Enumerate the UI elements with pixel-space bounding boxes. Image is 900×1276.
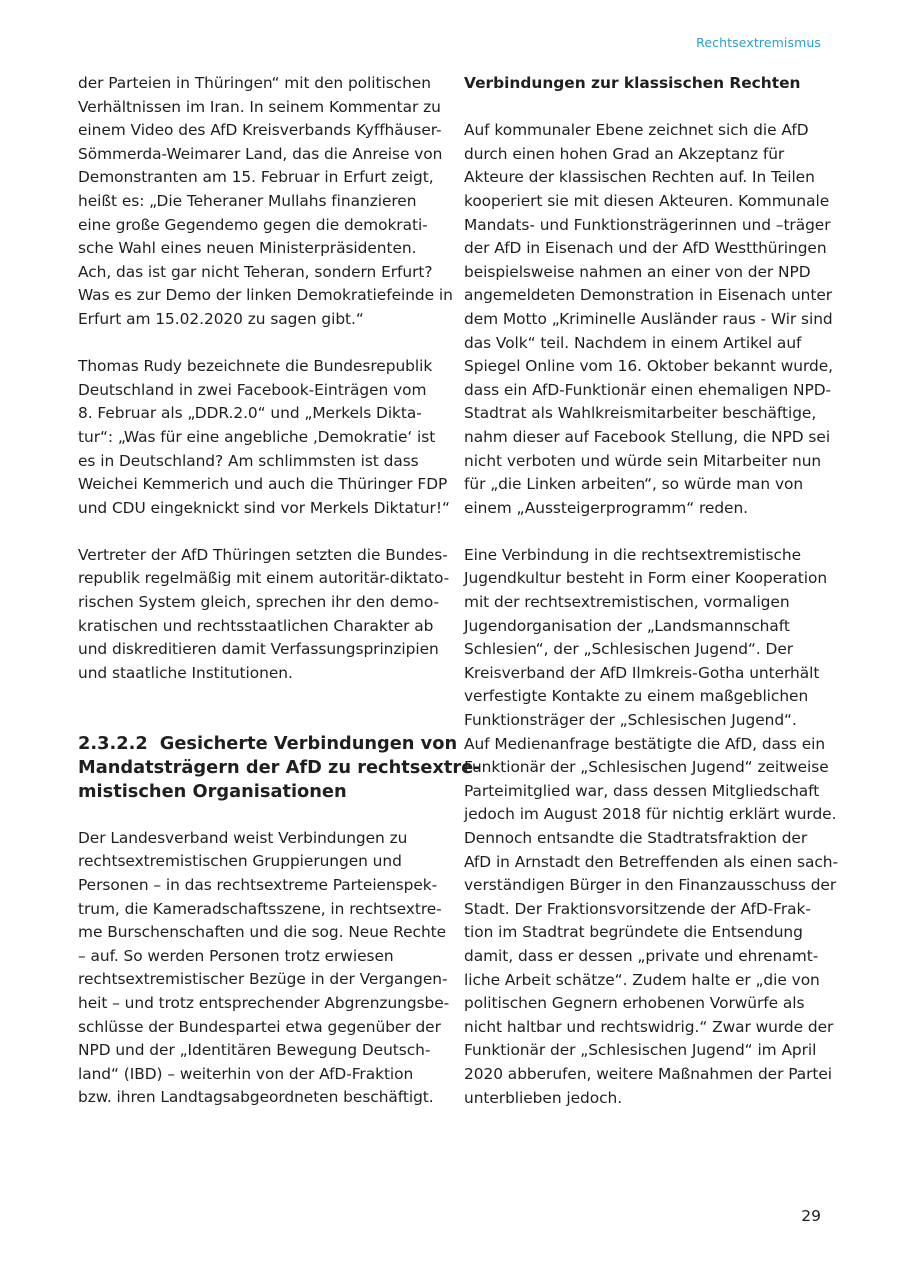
text-line: dem Motto „Kriminelle Ausländer raus - Wir sind (464, 309, 833, 328)
text-line: tur“: „Was für eine angebliche ‚Demokratie‘ ist (78, 427, 436, 446)
text-line: Akteure der klassischen Rechten auf. In Teilen (464, 168, 815, 187)
text-line: dass ein AfD-Funktionär einen ehemaligen NPD- (464, 380, 832, 399)
text-line: kratischen und rechtsstaatlichen Charakter ab (78, 616, 434, 635)
paragraph-authoritarian-equation (78, 544, 450, 686)
text-line: mit der rechtsextremistischen, vormaligen (464, 593, 790, 612)
section-title-line: Mandatsträgern der AfD zu rechtsextre- (78, 757, 481, 779)
text-line: kooperiert sie mit diesen Akteuren. Kommunale (464, 191, 830, 210)
right-column (464, 72, 838, 1110)
text-line: der AfD in Eisenach und der AfD Westthüringen (464, 239, 827, 258)
paragraph-ddr-comparison (78, 355, 450, 520)
text-line: angemeldeten Demonstration in Eisenach unter (464, 286, 833, 305)
text-line: Thomas Rudy bezeichnete die Bundesrepublik (78, 357, 433, 376)
text-line: Auf kommunaler Ebene zeichnet sich die AfD (464, 121, 809, 140)
text-line: beispielsweise nahmen an einer von der NPD (464, 262, 811, 281)
text-line: Deutschland in zwei Facebook-Einträgen vom (78, 380, 427, 399)
text-line: liche Arbeit schätze“. Zudem halte er „die von (464, 970, 820, 989)
text-line: politischen Gegnern erhobenen Vorwürfe als (464, 994, 805, 1013)
text-line: nicht verboten und würde sein Mitarbeiter nun (464, 451, 822, 470)
section-number: 2.3.2.2 (78, 733, 148, 755)
text-line: heit – und trotz entsprechender Abgrenzungsbe- (78, 993, 450, 1012)
text-line: schlüsse der Bundespartei etwa gegenüber der (78, 1017, 441, 1036)
paragraph-iran-comparison (78, 72, 453, 332)
text-line: tion im Stadtrat begründete die Entsendung (464, 923, 803, 942)
text-line: 8. Februar als „DDR.2.0“ und „Merkels Dikta- (78, 404, 422, 423)
text-line: Spiegel Online vom 16. Oktober bekannt wurde, (464, 357, 833, 376)
text-line: Jugendorganisation der „Landsmannschaft (464, 616, 790, 635)
text-line: Eine Verbindung in die rechtsextremistische (464, 545, 801, 564)
text-line: Verhältnissen im Iran. In seinem Kommentar zu (78, 97, 441, 116)
left-column (78, 72, 481, 1110)
paragraph-youth-culture (464, 544, 838, 1110)
text-line: Weichei Kemmerich und auch die Thüringer FDP (78, 475, 448, 494)
page-number: 29 (801, 1207, 821, 1225)
text-line: Vertreter der AfD Thüringen setzten die Bundes- (78, 545, 448, 564)
text-line: eine große Gegendemo gegen die demokrati- (78, 215, 428, 234)
section-heading (78, 732, 481, 803)
section-title-line: Gesicherte Verbindungen von (159, 733, 458, 755)
running-header: Rechtsextremismus (696, 35, 821, 50)
text-line: Funktionsträger der „Schlesischen Jugend“. (464, 711, 797, 730)
text-line: Mandats- und Funktionsträgerinnen und –träger (464, 215, 831, 234)
text-line: AfD in Arnstadt den Betreffenden als einen sach- (464, 852, 838, 871)
text-line: der Parteien in Thüringen“ mit den politischen (78, 74, 431, 92)
text-line: Dennoch entsandte die Stadtratsfraktion der (464, 829, 808, 847)
text-line: Stadtrat als Wahlkreismitarbeiter beschäftige, (464, 404, 817, 423)
text-line: es in Deutschland? Am schlimmsten ist dass (78, 451, 419, 470)
text-line: Demonstranten am 15. Februar in Erfurt zeigt, (78, 168, 434, 187)
text-line: Ach, das ist gar nicht Teheran, sondern Erfurt? (78, 262, 433, 281)
text-line: Erfurt am 15.02.2020 zu sagen gibt.“ (78, 309, 364, 328)
text-line: sche Wahl eines neuen Ministerpräsidenten. (78, 239, 417, 258)
subheading-classical-right: Verbindungen zur klassischen Rechten (464, 74, 801, 92)
text-line: rechtsextremistischen Gruppierungen und (78, 852, 402, 871)
text-line: rechtsextremistischer Bezüge in der Vergangen- (78, 970, 448, 989)
text-line: – auf. So werden Personen trotz erwiesen (78, 946, 394, 965)
text-line: 2020 abberufen, weitere Maßnahmen der Partei (464, 1064, 833, 1083)
text-line: Der Landesverband weist Verbindungen zu (78, 828, 408, 847)
text-line: verständigen Bürger in den Finanzausschuss der (464, 876, 837, 895)
text-line: Schlesien“, der „Schlesischen Jugend“. Der (464, 640, 794, 659)
text-line: damit, dass er dessen „private und ehrenamt- (464, 946, 819, 965)
text-line: Stadt. Der Fraktionsvorsitzende der AfD-Frak- (464, 899, 811, 918)
text-line: und CDU eingeknickt sind vor Merkels Diktatur!“ (78, 498, 450, 517)
text-line: heißt es: „Die Teheraner Mullahs finanzieren (78, 191, 417, 210)
text-line: Funktionär der „Schlesischen Jugend“ im April (464, 1041, 817, 1060)
text-line: und staatliche Institutionen. (78, 663, 293, 682)
text-line: unterblieben jedoch. (464, 1088, 623, 1107)
text-line: republik regelmäßig mit einem autoritär-diktato- (78, 569, 450, 588)
text-line: Parteimitglied war, dass dessen Mitgliedschaft (464, 781, 820, 800)
text-line: einem Video des AfD Kreisverbands Kyffhäuser- (78, 121, 442, 140)
text-line: trum, die Kameradschaftsszene, in rechtsextre- (78, 899, 442, 918)
text-line: nicht haltbar und rechtswidrig.“ Zwar wurde der (464, 1017, 834, 1036)
text-line: verfestigte Kontakte zu einem maßgeblichen (464, 687, 809, 706)
text-line: jedoch im August 2018 für nichtig erklärt wurde. (464, 805, 837, 824)
text-line: Was es zur Demo der linken Demokratiefeinde in (78, 286, 453, 305)
paragraph-landesverband-connections (78, 827, 450, 1110)
text-line: Personen – in das rechtsextreme Parteienspek- (78, 876, 438, 894)
text-line: das Volk“ teil. Nachdem in einem Artikel auf (464, 333, 802, 352)
text-line: bzw. ihren Landtagsabgeordneten beschäftigt. (78, 1088, 434, 1107)
text-line: NPD und der „Identitären Bewegung Deutsch- (78, 1041, 431, 1060)
text-line: rischen System gleich, sprechen ihr den demo- (78, 593, 439, 612)
text-line: land“ (IBD) – weiterhin von der AfD-Fraktion (78, 1064, 414, 1083)
section-title-line: mistischen Organisationen (78, 780, 347, 802)
text-line: für „die Linken arbeiten“, so würde man von (464, 475, 804, 494)
paragraph-municipal-acceptance (464, 119, 833, 520)
text-line: Kreisverband der AfD Ilmkreis-Gotha unterhält (464, 663, 820, 682)
text-line: nahm dieser auf Facebook Stellung, die NPD sei (464, 427, 831, 446)
text-line: me Burschenschaften und die sog. Neue Rechte (78, 923, 447, 942)
text-line: Funktionär der „Schlesischen Jugend“ zeitweise (464, 758, 829, 777)
text-line: einem „Aussteigerprogramm“ reden. (464, 498, 749, 517)
text-line: Jugendkultur besteht in Form einer Kooperation (464, 569, 828, 588)
text-line: Auf Medienanfrage bestätigte die AfD, dass ein (464, 734, 826, 753)
text-line: Sömmerda-Weimarer Land, das die Anreise von (78, 144, 443, 163)
text-line: durch einen hohen Grad an Akzeptanz für (464, 144, 785, 163)
text-line: und diskreditieren damit Verfassungsprinzipien (78, 640, 439, 659)
